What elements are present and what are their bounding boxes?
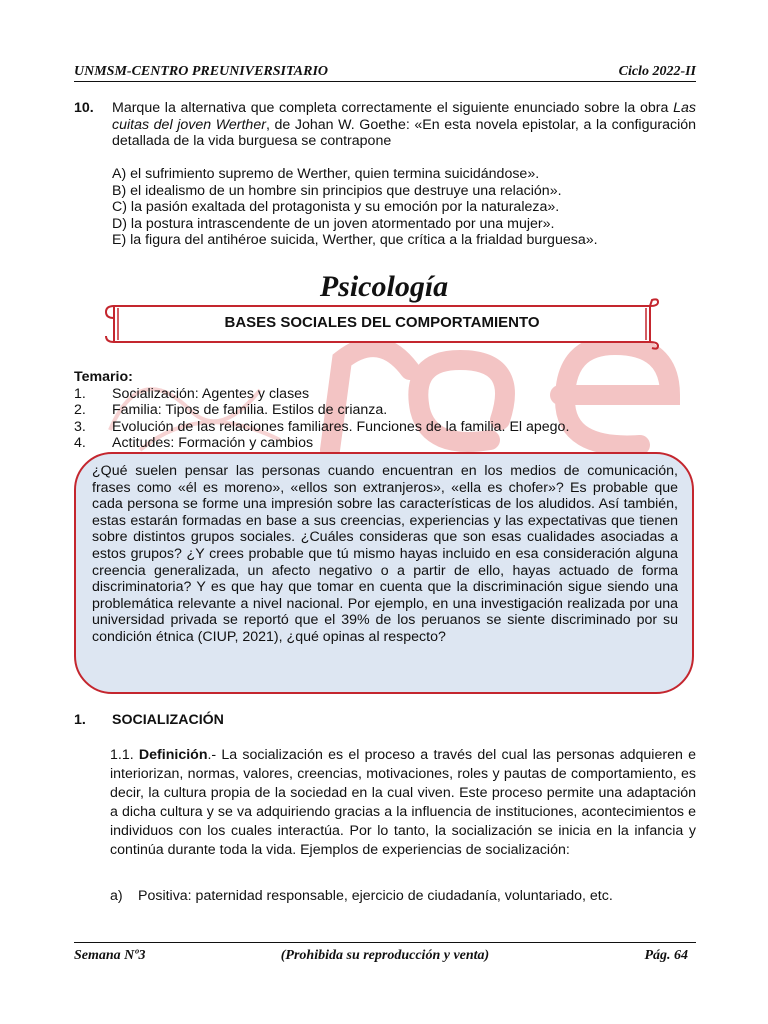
institution-name: UNMSM-CENTRO PREUNIVERSITARIO xyxy=(74,64,329,79)
temario-item-number: 3. xyxy=(74,418,86,435)
question-stem xyxy=(112,100,696,150)
footer-notice: (Prohibida su reproducción y venta) xyxy=(280,948,490,963)
temario-title: Temario: xyxy=(74,369,133,385)
banner-title: BASES SOCIALES DEL COMPORTAMIENTO xyxy=(224,314,540,331)
temario-item-text: Actitudes: Formación y cambios xyxy=(112,435,314,452)
page-header xyxy=(74,64,696,82)
temario-item xyxy=(74,386,696,403)
answer-options xyxy=(112,166,696,249)
section-title: SOCIALIZACIÓN xyxy=(112,712,224,728)
temario-item-number: 1. xyxy=(74,385,86,402)
cycle-label: Ciclo 2022-II xyxy=(618,64,696,79)
stem-part-2: , de Johan W. Goethe: «En esta novela epistolar, a la configuración detallada de la vida burguesa se contrapone xyxy=(112,116,696,150)
intro-paragraph: ¿Qué suelen pensar las personas cuando encuentran en los medios de comunicación, frases como «él es moreno», «ellos son extranjeros», «ella es chofer»? Es probable que cada persona se forme una impresión sobre las características de los aludidos. Así también, estas estarán formadas en base a sus creencias, experiencias y las expectativas que tienen sobre distintos grupos sociales. ¿Cuáles consideras que son esas cualidades asociadas a estos grupos? ¿Y crees probable que tú mismo hayas incluido en esa consideración alguna creencia generalizada, un afecto negativo o a partir de ello, hayas actuado de forma discriminatoria? Y es que hay que tomar en cuenta que la discriminación sigue siendo una problemática relevante a nivel nacional. Por ejemplo, en una investigación realizada por una universidad privada se reportó que el 39% de los peruanos se siente discriminado por su condición étnica (CIUP, 2021), ¿qué opinas al respecto? xyxy=(92,463,678,645)
temario-item-number: 2. xyxy=(74,402,86,419)
definition-paragraph xyxy=(110,746,696,859)
definition-prefix: 1.1. xyxy=(110,747,139,763)
page-footer xyxy=(74,942,696,966)
temario-item-text: Familia: Tipos de familia. Estilos de crianza. xyxy=(112,402,388,419)
temario-item-number: 4. xyxy=(74,435,86,452)
temario-list xyxy=(74,369,696,452)
temario-item-text: Evolución de las relaciones familiares. Funciones de la familia. El apego. xyxy=(112,418,570,435)
definition-term: Definición xyxy=(138,747,208,763)
temario-item-text: Socialización: Agentes y clases xyxy=(112,385,310,402)
temario-item xyxy=(74,435,696,452)
temario-item xyxy=(74,419,696,436)
temario-item xyxy=(74,402,696,419)
section-number: 1. xyxy=(74,712,86,728)
list-item-text: Positiva: paternidad responsable, ejercicio de ciudadanía, voluntariado, etc. xyxy=(138,888,613,904)
footer-week: Semana Nº3 xyxy=(74,948,146,963)
option-e: E) la figura del antihéroe suicida, Werther, que crítica a la frialdad burguesa». xyxy=(112,232,598,249)
option-d: D) la postura intrascendente de un joven atormentado por una mujer». xyxy=(112,215,555,232)
option-c: C) la pasión exaltada del protagonista y su emoción por la naturaleza». xyxy=(112,199,560,216)
stem-part-1: Marque la alternativa que completa correctamente el siguiente enunciado sobre la obra xyxy=(112,100,674,116)
option-a: A) el sufrimiento supremo de Werther, quien termina suicidándose». xyxy=(112,166,540,182)
definition-text: .- La socialización es el proceso a través del cual las personas adquieren e interiorizan, normas, valores, creencias, motivaciones, roles y pautas de comportamiento, es decir, la cultura propia de la sociedad en la cual viven. Este proceso permite una adaptación a dicha cultura y se va adquiriendo gracias a la influencia de instituciones, acontecimientos e individuos con los cuales interactúa. Por lo tanto, la socialización se inicia en la infancia y continúa durante toda la vida. Ejemplos de experiencias de socialización: xyxy=(110,747,696,858)
question-number: 10. xyxy=(74,100,94,116)
work-title: Las cuitas del joven Werther xyxy=(112,100,696,133)
page-number: Pág. 64 xyxy=(644,948,688,963)
list-item-letter: a) xyxy=(110,888,123,904)
subject-title: Psicología xyxy=(319,270,449,303)
option-b: B) el idealismo de un hombre sin principios que destruye una relación». xyxy=(112,182,562,199)
